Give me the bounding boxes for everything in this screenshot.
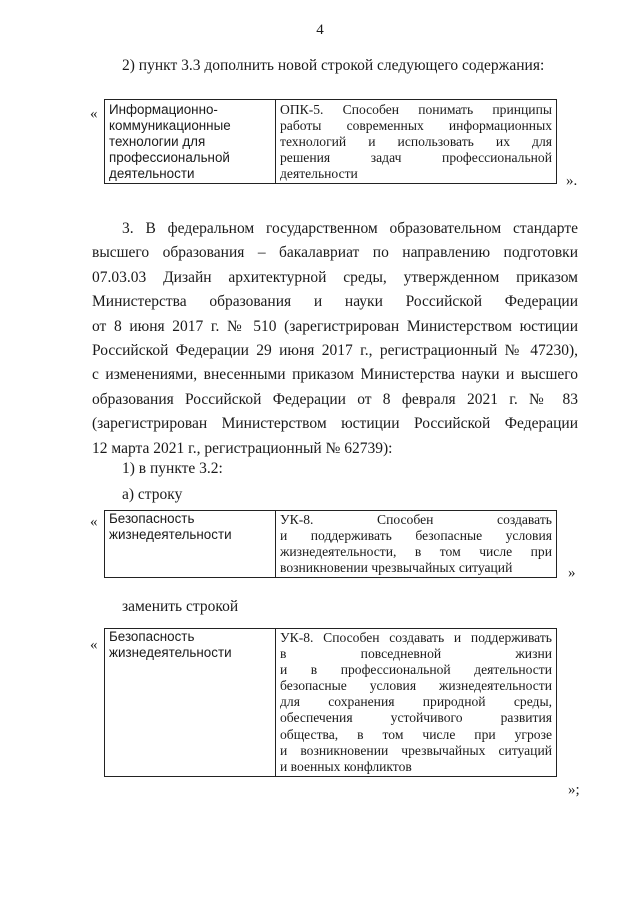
section3-line: Российской Федерации 29 июня 2017 г., регистрационный № 47230), xyxy=(92,341,578,359)
table1-right-line: работы современных информационных xyxy=(280,118,552,134)
table3-right-line: безопасные условия жизнедеятельности xyxy=(280,678,552,694)
table1-open-quote: « xyxy=(90,106,98,122)
section3-line: высшего образования – бакалавриат по направлению подготовки xyxy=(92,244,578,262)
table3-right-line: в повседневной жизни xyxy=(280,646,552,662)
table1-right-cell xyxy=(276,100,557,184)
table1-left-line: технологии для xyxy=(109,134,206,150)
table3-right-line: и военных конфликтов xyxy=(280,758,412,774)
table3 xyxy=(104,628,557,777)
table1-right-line: ОПК-5. Способен понимать принципы xyxy=(280,102,552,117)
table3-left-cell xyxy=(105,629,276,777)
table2-right-line: и поддерживать безопасные условия xyxy=(280,528,552,544)
table1-left-line: деятельности xyxy=(109,166,195,182)
table3-right-line: и в профессиональной деятельности xyxy=(280,662,552,678)
table1-row xyxy=(105,100,557,184)
table3-row xyxy=(105,629,557,777)
table3-left-line: Безопасность xyxy=(109,629,195,644)
section3-line: (зарегистрирован Министерством юстиции Российской Федерации xyxy=(92,415,578,433)
table2-right-cell xyxy=(276,511,557,578)
subitem-1: 1) в пункте 3.2: xyxy=(122,460,223,477)
table2-right-line: УК-8. Способен создавать xyxy=(280,512,552,527)
table1-right-line: решения задач профессиональной xyxy=(280,150,552,166)
table2-open-quote: « xyxy=(90,514,98,530)
table1-left-line: коммуникационные xyxy=(109,118,231,134)
page-number: 4 xyxy=(316,22,324,38)
table1-close-quote: ». xyxy=(566,173,578,189)
replace-with-label: заменить строкой xyxy=(122,598,239,615)
table3-right-cell xyxy=(276,629,557,777)
table3-right-line: для сохранения природной среды, xyxy=(280,694,552,710)
table2-right-line: возникновении чрезвычайных ситуаций xyxy=(280,560,513,576)
table3-close-quote: »; xyxy=(568,782,580,798)
section3-line: от 8 июня 2017 г. № 510 (зарегистрирован Министерством юстиции xyxy=(92,317,578,335)
table1-left-line: Информационно- xyxy=(109,102,218,117)
section3-line: 3. В федеральном государственном образовательном стандарте xyxy=(122,220,578,237)
section3-line: Министерства образования и науки Российской Федерации xyxy=(92,293,578,311)
subitem-a: а) строку xyxy=(122,486,183,503)
table1-left-line: профессиональной xyxy=(109,150,230,166)
table2-row xyxy=(105,511,557,578)
table2 xyxy=(104,510,557,578)
table3-right-line: УК-8. Способен создавать и поддерживать xyxy=(280,630,552,645)
table1 xyxy=(104,99,557,184)
table3-left-line: жизнедеятельности xyxy=(109,645,232,661)
table1-right-line: технологий и использовать их для xyxy=(280,134,552,150)
table2-left-line: Безопасность xyxy=(109,511,195,526)
table1-right-line: деятельности xyxy=(280,166,358,182)
table1-left-cell xyxy=(105,100,276,184)
table2-close-quote: » xyxy=(568,565,576,581)
table2-right-line: жизнедеятельности, в том числе при xyxy=(280,544,552,560)
table2-left-line: жизнедеятельности xyxy=(109,527,232,543)
section3-line: с изменениями, внесенными приказом Министерства науки и высшего xyxy=(92,366,578,384)
section3-line: 12 марта 2021 г., регистрационный № 62739): xyxy=(92,439,393,457)
table2-left-cell xyxy=(105,511,276,578)
section3-paragraph xyxy=(92,217,578,461)
section3-line: образования Российской Федерации от 8 февраля 2021 г. № 83 xyxy=(92,390,578,408)
table3-open-quote: « xyxy=(90,637,98,653)
item2-intro: 2) пункт 3.3 дополнить новой строкой следующего содержания: xyxy=(122,57,545,74)
table3-right-line: общества, в том числе при угрозе xyxy=(280,726,552,742)
section3-line: 07.03.03 Дизайн архитектурной среды, утвержденном приказом xyxy=(92,268,578,286)
table3-right-line: и возникновении чрезвычайных ситуаций xyxy=(280,742,552,758)
table3-right-line: обеспечения устойчивого развития xyxy=(280,710,552,726)
